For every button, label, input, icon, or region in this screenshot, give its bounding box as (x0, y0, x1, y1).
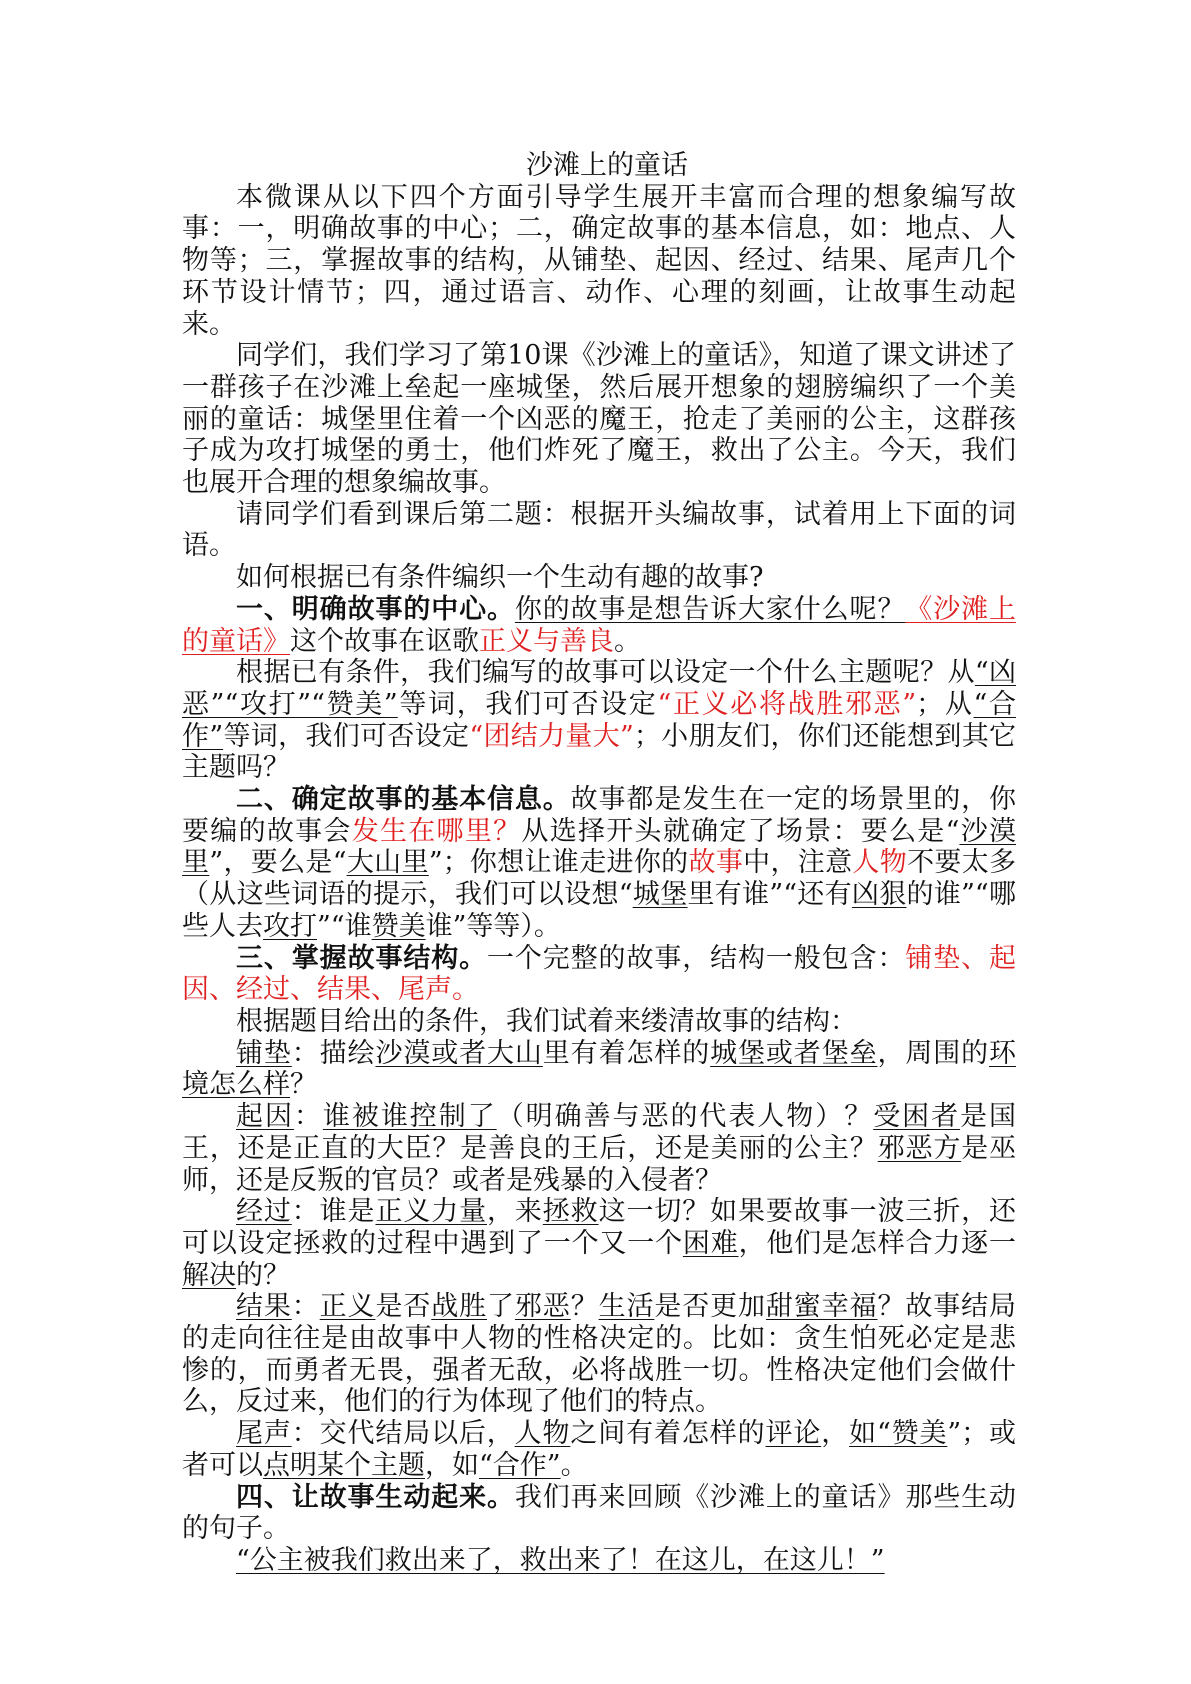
where-question: 发生在哪里？ (351, 815, 522, 847)
underlined-term: 谁被谁控制了 (322, 1101, 497, 1133)
theme-justice-kindness: 正义与善良 (479, 625, 614, 657)
intro-paragraph: 本微课从以下四个方面引导学生展开丰富而合理的想象编写故事：一，明确故事的中心；二，确定故事的基本信息，如：地点、人物等；三，掌握故事的结构，从铺垫、起因、经过、结果、尾声几个环节设计情节；四，通过语言、动作、心理的刻画，让故事生动起来。 (182, 181, 1016, 340)
document-page (182, 150, 1016, 1577)
page-title: 沙滩上的童话 (526, 150, 688, 181)
underlined-term: 城堡或者堡垒 (710, 1037, 878, 1069)
lesson-paragraph: 同学们，我们学习了第10课《沙滩上的童话》，知道了课文讲述了一群孩子在沙滩上垒起一座城堡，然后展开想象的翅膀编织了一个美丽的童话：城堡里住着一个凶恶的魔王，抢走了美丽的公主，这群孩子成为攻打城堡的勇士，他们炸死了魔王，救出了公主。今天，我们也展开合理的想象编故事。 (182, 340, 1016, 499)
text-run: ”“谁 (317, 910, 372, 942)
cause-label: 起因 (236, 1101, 294, 1133)
setup-paragraph (182, 1038, 1016, 1101)
theme-1: “正义必将战胜邪恶” (657, 688, 917, 720)
underlined-term: “合作” (479, 1449, 561, 1481)
story-word: 故事 (688, 847, 744, 879)
process-label: 经过 (236, 1196, 292, 1228)
underlined-term: 受困者 (873, 1101, 961, 1133)
text-run: ， (821, 1418, 850, 1450)
text-run: 的谁”“哪些人去 (182, 879, 1017, 942)
quote-paragraph (182, 1545, 1016, 1577)
underlined-term: 沙漠或者大山 (375, 1037, 543, 1069)
place-desert: 沙漠里 (182, 815, 1017, 879)
theme-paragraph (182, 657, 1016, 784)
text-run: 是否 (375, 1291, 432, 1323)
keywords-2: “合作” (182, 688, 1017, 752)
underlined-term: 正义力量 (375, 1196, 488, 1228)
text-run: ？ (570, 1291, 599, 1323)
section-1-question: 你的故事是想告诉大家什么呢？ (514, 593, 906, 625)
text-run: ：描绘 (291, 1037, 376, 1069)
underlined-term: 评论 (765, 1418, 822, 1450)
text-run: 是国王，还是正直的大臣？是善良的王后，还是美丽的公主？ (182, 1101, 1017, 1164)
section-4-heading: 四、让故事生动起来。 (236, 1481, 515, 1513)
underlined-term: 困难 (682, 1227, 739, 1259)
section-1-paragraph (182, 594, 1016, 657)
text-run: 根据已有条件，我们编写的故事可以设定一个什么主题呢？从 (236, 657, 975, 689)
text-run: 等词，我们可否设定 (223, 720, 470, 752)
text-run: 是否更加 (654, 1291, 766, 1323)
text-run: ？ (290, 1069, 317, 1101)
text-run: 这一切？如果要故事一波三折，还可以设定拯救的过程中遇到了一个又一个 (182, 1196, 1017, 1259)
ending-paragraph (182, 1418, 1016, 1481)
section-1-heading: 一、明确故事的中心。 (236, 593, 515, 625)
text-run: 从选择开头就确定了场景：要么是“ (521, 815, 960, 847)
text-run: ？故事结局的走向往往是由故事中人物的性格决定的。比如：贪生怕死必定是悲惨的，而勇者无畏，强者无敌，必将战胜一切。性格决定他们会做什么，反过来，他们的行为体现了他们的特点。 (182, 1291, 1017, 1418)
underlined-term: 点明某个主题 (263, 1449, 425, 1481)
text-run: ，如 (425, 1449, 479, 1481)
text-run: （明确善与恶的代表人物）？ (496, 1101, 874, 1133)
text-run: ”，要么是“ (209, 847, 347, 879)
underlined-term: 邪恶方 (877, 1132, 962, 1164)
text-run: 故事都是发生在一定的场景里的，你要编的故事会 (182, 784, 1017, 847)
text-run: ；从 (916, 688, 974, 720)
question-paragraph: 如何根据已有条件编织一个生动有趣的故事? (236, 562, 764, 594)
place-mountain: 大山里 (346, 847, 429, 879)
exercise-paragraph: 请同学们看到课后第二题：根据开头编故事，试着用上下面的词语。 (182, 498, 1016, 562)
quote-sentence: “公主被我们救出来了，救出来了！在这儿，在这儿！” (236, 1544, 885, 1576)
text-run: 这个故事在讴歌 (290, 625, 479, 657)
section-2-paragraph (182, 784, 1016, 943)
keywords-1: “凶恶”“攻打”“赞美” (182, 657, 1016, 720)
text-run: 之间有着怎样的 (570, 1418, 766, 1450)
text-run: 谁”等等）。 (425, 910, 561, 942)
result-paragraph (182, 1291, 1016, 1418)
text-run: 中，注意 (743, 847, 853, 879)
fierce-word: 凶狠 (851, 879, 907, 911)
people-word: 人物 (852, 847, 908, 879)
structure-parts: 铺垫、起因、经过、结果、尾声。 (182, 942, 1017, 1006)
text-run: ，来 (487, 1196, 543, 1228)
structure-intro-paragraph: 根据题目给出的条件，我们试着来缕清故事的结构： (236, 1005, 857, 1037)
text-run: 不要太多（从这些词语的提示，我们可以设想“ (182, 847, 1017, 911)
text-run: 等词，我们可否设定 (397, 688, 658, 720)
underlined-term: 环境怎么样 (182, 1037, 1017, 1101)
praise-word: 赞美 (371, 910, 426, 942)
book-title: 《沙滩上的童话》 (182, 593, 1017, 657)
text-run: 里有谁”“还有 (687, 879, 852, 911)
section-3-paragraph (182, 943, 1016, 1006)
text-run: ： (293, 1101, 323, 1133)
text-run: ”；你想让谁走进你的 (428, 847, 689, 879)
result-label: 结果 (236, 1291, 292, 1323)
text-run: 的？ (236, 1259, 290, 1291)
text-run: ： (291, 1291, 320, 1323)
text-run: ；小朋友们，你们还能想到其它主题吗？ (182, 720, 1017, 784)
cause-paragraph (182, 1101, 1016, 1196)
setup-label: 铺垫 (236, 1037, 292, 1069)
section-2-heading: 二、确定故事的基本信息。 (236, 784, 571, 816)
underlined-term: 如“赞美 (849, 1418, 948, 1450)
text-run: ，他们是怎样合力逐一 (738, 1227, 1017, 1259)
underlined-term: 生活 (598, 1291, 655, 1323)
text-run: ”；或者可以 (182, 1418, 1017, 1481)
underlined-term: 拯救 (542, 1196, 599, 1228)
text-run: 我们再来回顾《沙滩上的童话》那些生动的句子。 (182, 1481, 1017, 1545)
attack-word: 攻打 (263, 910, 317, 942)
castle-word: 城堡 (632, 879, 688, 911)
process-paragraph (182, 1196, 1016, 1291)
underlined-term: 战胜 (431, 1291, 488, 1323)
underlined-term: 解决 (182, 1259, 236, 1291)
underlined-term: 邪恶 (514, 1291, 571, 1323)
ending-label: 尾声 (236, 1418, 292, 1450)
text-run: ：谁是 (291, 1196, 376, 1228)
text-run: 。 (614, 625, 641, 657)
underlined-term: 正义 (319, 1291, 376, 1323)
text-run: ，周围的 (877, 1037, 990, 1069)
text-run: 。 (560, 1449, 588, 1481)
text-run: 一个完整的故事，结构一般包含： (487, 942, 906, 974)
section-4-paragraph (182, 1482, 1016, 1545)
text-run: 是巫师，还是反叛的官员？或者是残暴的入侵者？ (182, 1132, 1017, 1196)
text-run: 里有着怎样的 (542, 1037, 711, 1069)
underlined-term: 人物 (514, 1418, 571, 1450)
section-3-heading: 三、掌握故事结构。 (236, 942, 487, 974)
text-run: ：交代结局以后， (291, 1418, 515, 1450)
underlined-term: 甜蜜幸福 (765, 1291, 878, 1323)
theme-2: “团结力量大” (469, 720, 634, 752)
text-run: 了 (487, 1291, 515, 1323)
